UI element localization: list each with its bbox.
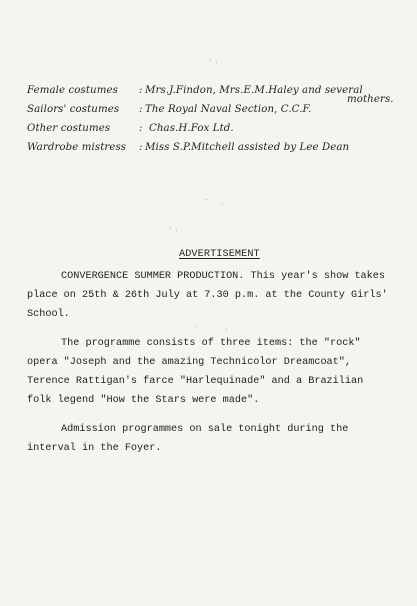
paragraph-line: opera "Joseph and the amazing Technicolor Dreamcoat", [27,357,352,368]
paper-speck [216,62,217,63]
credit-row-other-costumes [27,119,407,138]
advertisement-heading: ADVERTISEMENT [179,249,260,260]
credit-row-female-costumes [27,81,407,105]
paper-speck [222,203,223,204]
advertisement-paragraph-admission [27,420,407,458]
paper-speck [206,199,207,200]
paper-speck [170,228,171,229]
advertisement-paragraph-production [27,267,407,324]
paper-speck [176,230,177,231]
credit-value-continuation: mothers. [347,94,394,105]
credit-row-sailors-costumes [27,100,407,119]
credit-value: Chas.H.Fox Ltd. [149,123,234,134]
paragraph-line: Terence Rattigan's farce "Harlequinade" and a Brazilian [27,376,364,387]
paragraph-line: The programme consists of three items: the "rock" [61,338,361,349]
paragraph-line: folk legend "How the Stars were made". [27,395,260,406]
paper-speck [226,329,227,330]
paragraph-line: School. [27,309,70,320]
credit-separator: : [139,85,143,96]
credit-role: Female costumes [27,85,118,96]
credit-role: Wardrobe mistress [27,142,127,153]
paragraph-line: interval in the Foyer. [27,443,162,454]
credit-value: Mrs.J.Findon, Mrs.E.M.Haley and several [145,85,363,96]
credit-row-wardrobe-mistress [27,138,407,157]
credit-value: The Royal Naval Section, C.C.F. [145,104,312,115]
paragraph-line: place on 25th & 26th July at 7.30 p.m. at the County Girls' [27,290,388,301]
paper-speck [196,326,197,327]
paragraph-line: CONVERGENCE SUMMER PRODUCTION. This year's show takes [61,271,386,282]
advertisement-paragraph-programme [27,334,407,410]
paragraph-line: Admission programmes on sale tonight during the [61,424,349,435]
credit-role: Other costumes [27,123,111,134]
paper-speck [210,59,211,60]
credit-separator: : [139,123,143,134]
credit-role: Sailors' costumes [27,104,120,115]
credit-value: Miss S.P.Mitchell assisted by Lee Dean [145,142,350,153]
credit-separator: : [139,142,143,153]
credit-separator: : [139,104,143,115]
costume-credits [27,81,407,157]
